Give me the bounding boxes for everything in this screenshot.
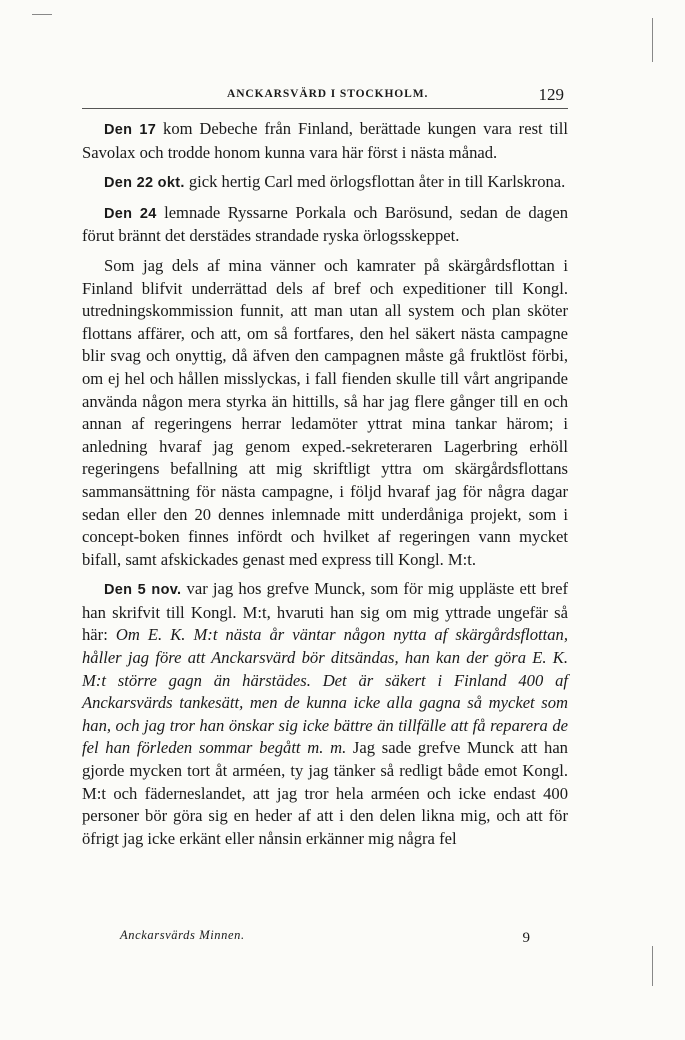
- running-header: [82, 85, 568, 109]
- quoted-letter: Om E. K. M:t nästa år väntar någon nytta af skärgårdsflottan, håller jag före att Anckarsvärd bör ditsändas, han kan der göra E. K. M:t större gagn än härstädes. Det är säkert i Finland 400 af Anckarsvärds tankesätt, men de kunna icke alla gagna så mycket som han, och jag tror han önskar sig icke bättre än tillfälle att få reparera de fel han förleden sommar begått m. m.: [82, 625, 569, 758]
- paragraph-1: [82, 118, 568, 164]
- paragraph-3: [82, 202, 568, 248]
- paragraph-text-continued: Jag sade grefve Munck att han gjorde mycken tort åt arméen, ty jag tänker så redligt både emot Kongl. M:t och fäderneslandet, att jag tror hela arméen och icke endast 400 personer bör göra sig en heder af att i den delen likna mig, och att för öfrigt jag icke erkänt eller nånsin erkänner mig några fel: [82, 738, 568, 848]
- entry-date: Den 17: [104, 122, 157, 138]
- right-edge-mark-lower: [652, 946, 653, 986]
- top-left-edge-mark: [32, 14, 52, 15]
- footer-book-title: Anckarsvärds Minnen.: [120, 928, 245, 942]
- paragraph-text: var jag hos grefve Munck, som för mig uppläste ett bref han skrifvit till Kongl. M:t, hvaruti han sig om mig yttrade ungefär så här:: [82, 579, 568, 645]
- signature-mark: 9: [522, 930, 530, 946]
- page-number: 129: [538, 85, 564, 104]
- page-footer: [120, 928, 530, 948]
- running-title: ANCKARSVÄRD I STOCKHOLM.: [227, 88, 429, 100]
- entry-date: Den 22 okt.: [104, 175, 185, 192]
- entry-date: Den 24: [104, 205, 157, 222]
- page-body: [82, 118, 568, 857]
- paragraph-text: lemnade Ryssarne Porkala och Barösund, sedan de dagen förut brännt det derstädes strandade ryska örlogsskeppet.: [82, 202, 568, 246]
- paragraph-4: [82, 255, 568, 571]
- paragraph-text: gick hertig Carl med örlogsflottan åter in till Karlskrona.: [184, 172, 566, 192]
- right-edge-mark: [652, 18, 653, 62]
- paragraph-2: [82, 171, 568, 195]
- entry-date: Den 5 nov.: [104, 582, 182, 599]
- paragraph-text: kom Debeche från Finland, berättade kungen vara rest till Savolax och trodde honom kunna vara här först i nästa månad.: [82, 119, 568, 162]
- paragraph-text: Som jag dels af mina vänner och kamrater på skärgårdsflottan i Finland blifvit underrättad dels af bref och expeditioner till Kongl. utredningskommission funnit, att man utan all system och plan sköter flottans affärer, och att, om så fortfares, den hel säkert nästa campagne blir svag och onyttig, då äfven den campagnen måste gå fruktlöst förbi, om ej hel och hållen misslyckas, i fall fienden skulle till vårt angripande använda någon mera styrka än hittills, så har jag flere gånger till en och annan af regeringens herrar ledamöter yttrat mina tankar härom; i anledning hvaraf jag genom exped.-sekreteraren Lagerbring erhöll regeringens befallning att mig skriftligt yttra om skärgårdsflottans sammansättning för nästa campagne, i följd hvaraf jag för några dagar sedan eller den 20 dennes inlemnade mitt underdåniga projekt, som i concept-boken finnes infördt och hvilket af regeringen vann mycket bifall, samt afskickades genast med express till Kongl. M:t.: [82, 255, 568, 569]
- paragraph-5: [82, 578, 568, 850]
